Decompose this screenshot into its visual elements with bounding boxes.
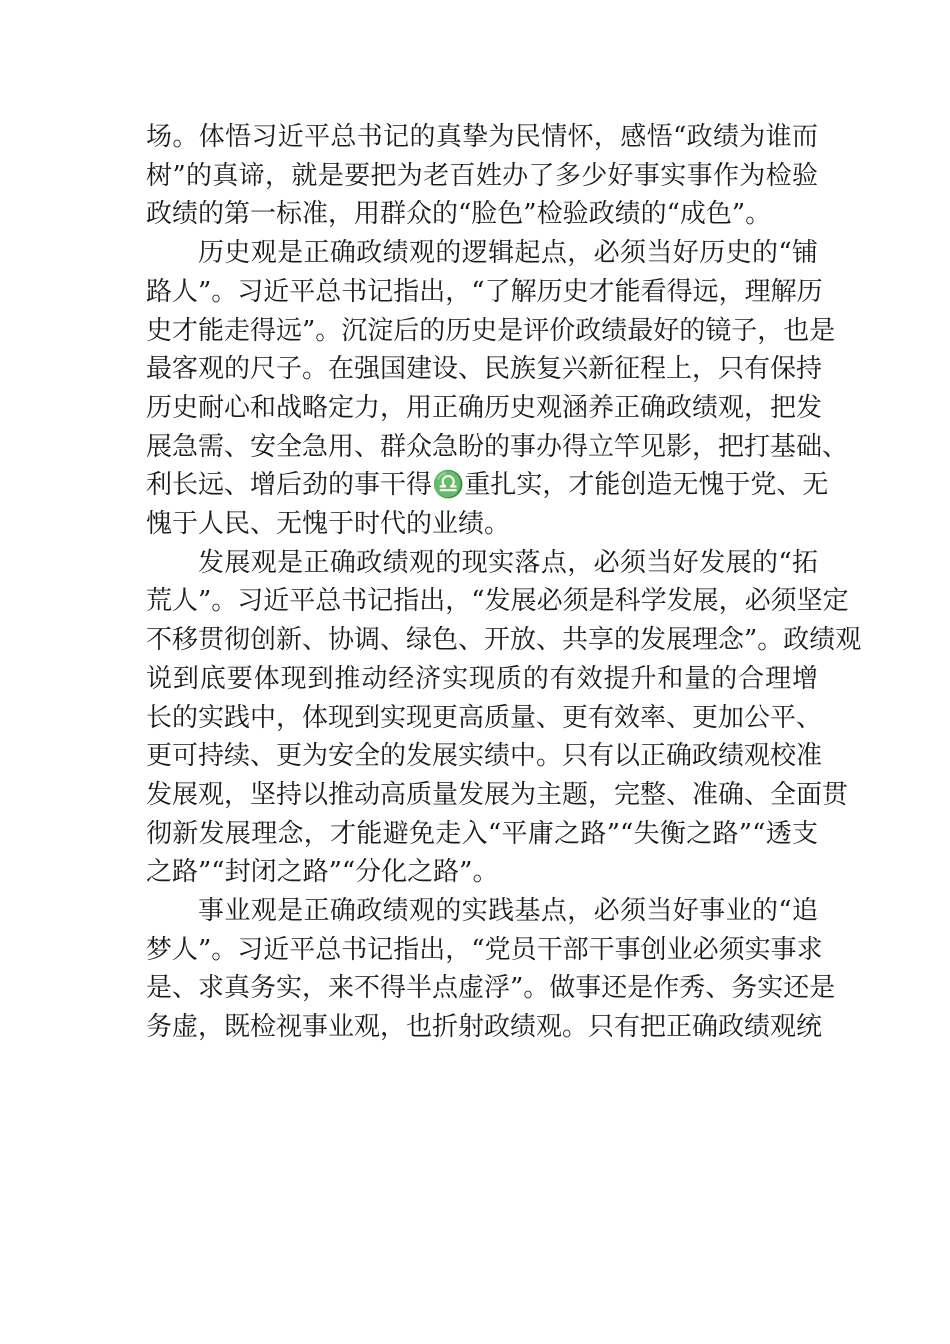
body-text [146,118,862,1047]
text-line: 务虚，既检视事业观，也折射政绩观。只有把正确政绩观统 [146,1012,823,1043]
text-line: 之路”“封闭之路”“分化之路”。 [146,857,499,888]
text-line: 荒人”。习近平总书记指出，“发展必须是科学发展，必须坚定 [146,586,849,617]
text-line: 历史观是正确政绩观的逻辑起点，必须当好历史的“铺 [198,238,818,269]
text-line: 发展观，坚持以推动高质量发展为主题，完整、准确、全面贯 [146,779,849,810]
text-line: 历史耐心和战略定力，用正确历史观涵养正确政绩观，把发 [146,392,823,423]
text-line: 场。体悟习近平总书记的真挚为民情怀，感悟“政绩为谁而 [146,122,818,152]
paragraph-history-view [146,234,849,544]
text-line: 梦人”。习近平总书记指出，“党员干部干事创业必须实事求 [146,934,823,965]
text-line: 树”的真谛，就是要把为老百姓办了多少好事实事作为检验 [146,160,818,191]
paragraph-development-view [146,544,862,892]
text-line: 说到底要体现到推动经济实现质的有效提升和量的合理增 [146,663,818,694]
text-line: 长的实践中，体现到实现更高质量、更有效率、更加公平、 [146,702,823,733]
text-line: 发展观是正确政绩观的现实落点，必须当好发展的“拓 [198,547,818,578]
text-line: 更可持续、更为安全的发展实绩中。只有以正确政绩观校准 [146,741,823,772]
text-line: 不移贯彻创新、协调、绿色、开放、共享的发展理念”。政绩观 [146,625,862,656]
text-line: 展急需、安全急用、群众急盼的事办得立竿见影，把打基础、 [146,431,849,462]
text-line: 路人”。习近平总书记指出，“了解历史才能看得远，理解历 [146,276,823,307]
paragraph-career-view [146,892,836,1047]
text-line: 彻新发展理念，才能避免走入“平庸之路”“失衡之路”“透支 [146,818,818,849]
text-line: 政绩的第一标准，用群众的“脸色”检验政绩的“成色”。 [146,199,772,230]
text-line: 愧于人民、无愧于时代的业绩。 [146,509,511,540]
text-line: 是、求真务实，来不得半点虚浮”。做事还是作秀、务实还是 [146,973,836,1004]
text-line: 事业观是正确政绩观的实践基点，必须当好事业的“追 [198,896,818,927]
text-line: 利长远、增后劲的事干得♎重扎实，才能创造无愧于党、无 [146,470,829,501]
text-line: 最客观的尺子。在强国建设、民族复兴新征程上，只有保持 [146,354,823,385]
paragraph-continuation [146,118,818,234]
text-line: 史才能走得远”。沉淀后的历史是评价政绩最好的镜子，也是 [146,315,836,346]
